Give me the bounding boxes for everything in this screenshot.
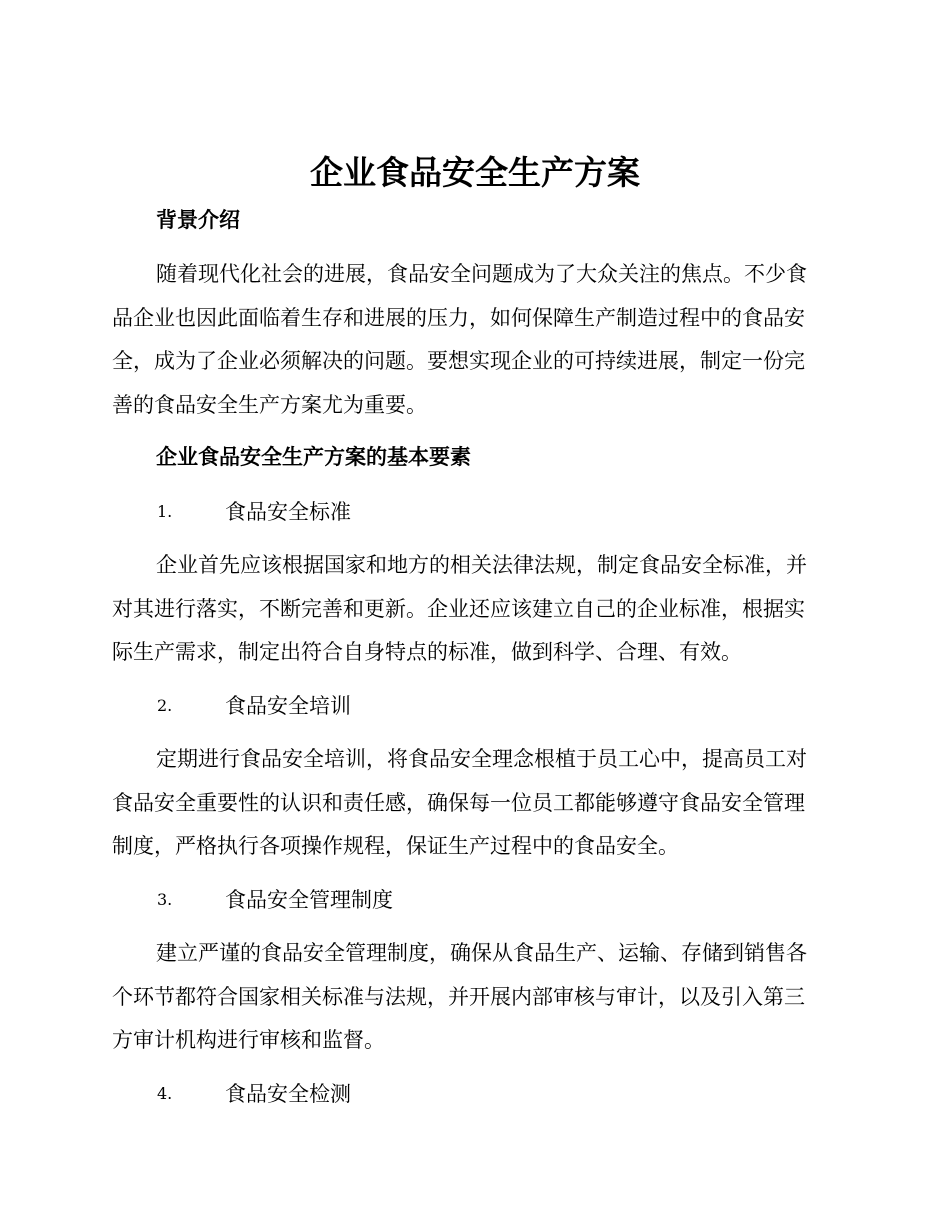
item-1-paragraph bbox=[112, 544, 828, 675]
list-item-label: 食品安全培训 bbox=[225, 694, 351, 718]
item-2-paragraph bbox=[112, 738, 828, 869]
list-item-number: 4. bbox=[157, 1084, 173, 1103]
paragraph-line: 企业首先应该根据国家和地方的相关法律法规，制定食品安全标准，并 bbox=[156, 553, 807, 577]
paragraph-line: 定期进行食品安全培训，将食品安全理念根植于员工心中，提高员工对 bbox=[156, 747, 807, 771]
paragraph-line: 个环节都符合国家相关标准与法规，并开展内部审核与审计，以及引入第三 bbox=[112, 984, 805, 1009]
paragraph-line: 全，成为了企业必须解决的问题。要想实现企业的可持续进展，制定一份完 bbox=[112, 349, 805, 373]
background-paragraph bbox=[112, 253, 828, 427]
paragraph-line: 食品安全重要性的认识和责任感，确保每一位员工都能够遵守食品安全管理 bbox=[112, 790, 805, 815]
section-heading-elements: 企业食品安全生产方案的基本要素 bbox=[156, 445, 471, 469]
list-item-number: 2. bbox=[157, 696, 173, 715]
paragraph-line: 对其进行落实，不断完善和更新。企业还应该建立自己的企业标准，根据实 bbox=[112, 596, 805, 621]
list-item-label: 食品安全检测 bbox=[225, 1082, 351, 1106]
list-item-number: 3. bbox=[157, 890, 173, 909]
section-heading-background: 背景介绍 bbox=[156, 208, 240, 232]
paragraph-line: 建立严谨的食品安全管理制度，确保从食品生产、运输、存储到销售各 bbox=[156, 941, 807, 965]
paragraph-line: 制度，严格执行各项操作规程，保证生产过程中的食品安全。 bbox=[112, 834, 679, 858]
list-item-number: 1. bbox=[157, 502, 173, 521]
list-item-label: 食品安全标准 bbox=[225, 500, 351, 524]
list-item-label: 食品安全管理制度 bbox=[225, 888, 393, 912]
paragraph-line: 品企业也因此面临着生存和进展的压力，如何保障生产制造过程中的食品安 bbox=[112, 305, 805, 330]
paragraph-line: 善的食品安全生产方案尤为重要。 bbox=[112, 392, 427, 417]
document-title: 企业食品安全生产方案 bbox=[310, 153, 640, 192]
paragraph-line: 际生产需求，制定出符合自身特点的标准，做到科学、合理、有效。 bbox=[112, 640, 742, 664]
paragraph-line: 方审计机构进行审核和监督。 bbox=[112, 1028, 385, 1052]
paragraph-line: 随着现代化社会的进展，食品安全问题成为了大众关注的焦点。不少食 bbox=[156, 262, 807, 286]
item-3-paragraph bbox=[112, 932, 828, 1063]
